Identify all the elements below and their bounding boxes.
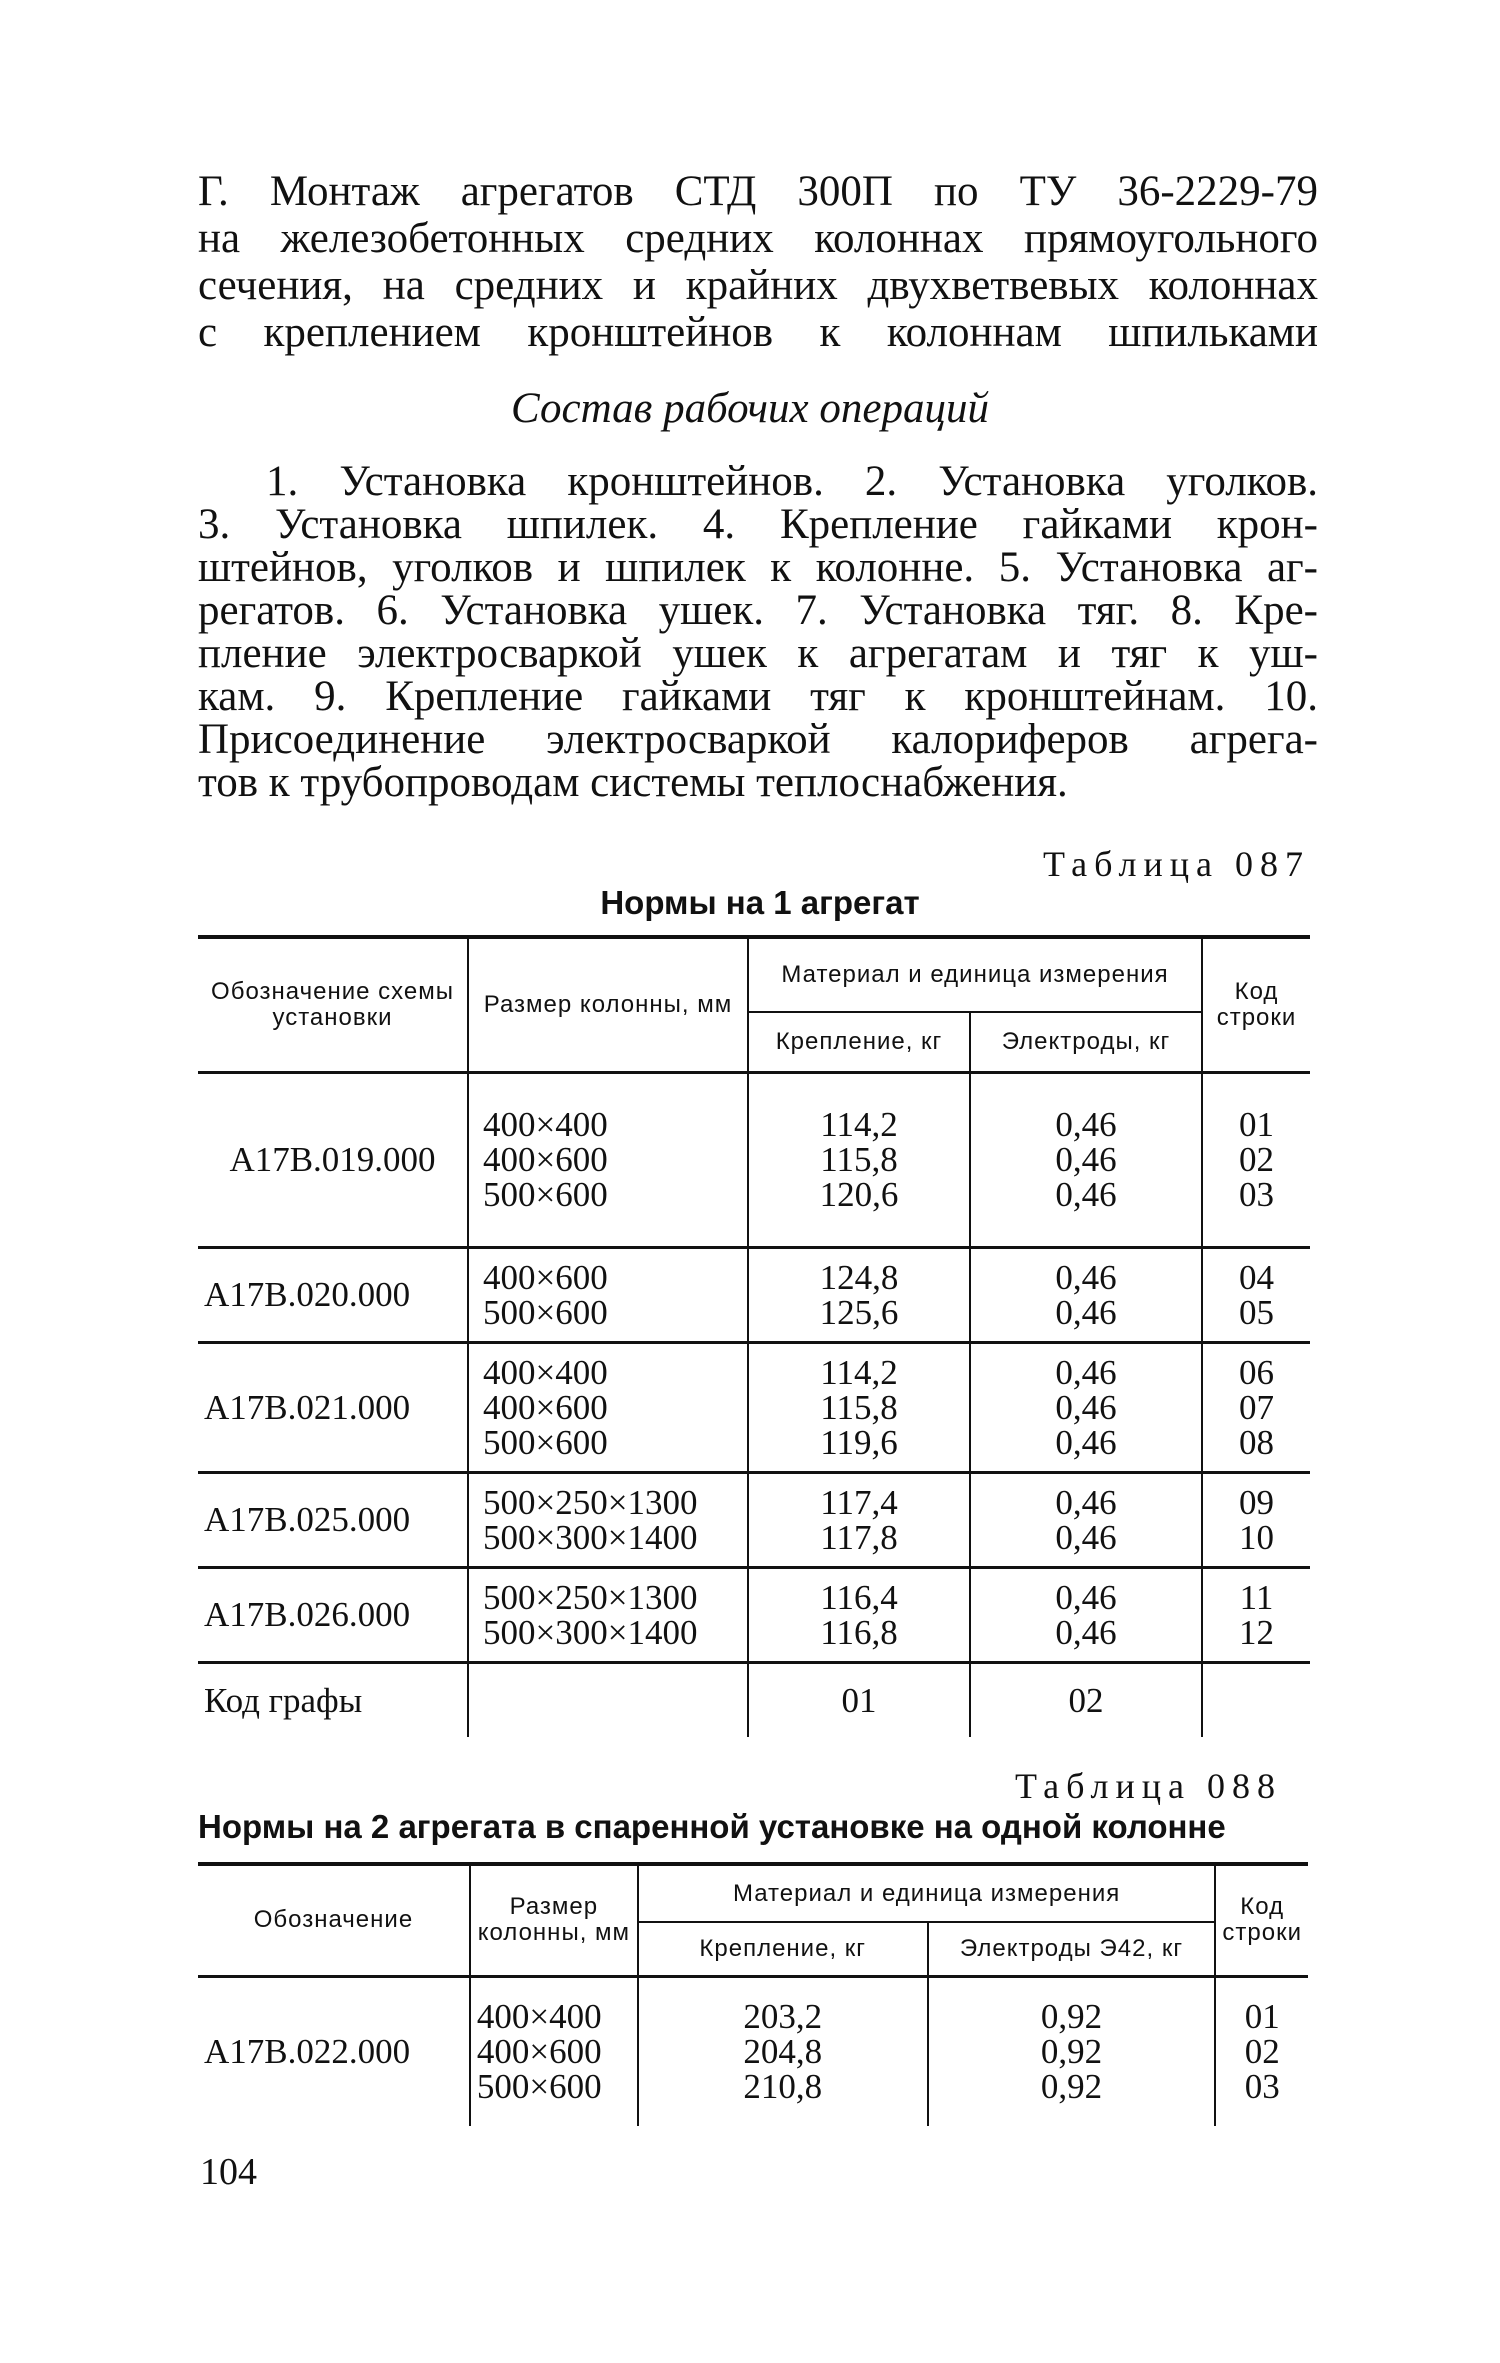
column-code-label: Код графы: [198, 1662, 468, 1737]
size-value: 400×600: [476, 2032, 602, 2072]
header-electrodes: Электроды Э42, кг: [928, 1922, 1216, 1976]
row-designation: А17В.026.000: [198, 1567, 468, 1662]
size-value: 400×600: [483, 1387, 608, 1427]
row-electrodes: [970, 1342, 1202, 1472]
operations-line: пление электросваркой ушек к агрегатам и тяг к уш-: [198, 630, 1318, 677]
size-value: 400×400: [483, 1105, 608, 1144]
column-code-2: 02: [970, 1662, 1202, 1737]
table-row: [198, 1472, 1310, 1567]
header-designation: Обозначение: [198, 1864, 470, 1976]
size-value: 500×600: [483, 1292, 608, 1332]
row-sizes: [468, 1072, 748, 1247]
code-value: 01: [1239, 1105, 1274, 1144]
row-sizes: [468, 1342, 748, 1472]
code-value: 03: [1244, 2067, 1280, 2107]
size-value: 400×600: [483, 1140, 608, 1179]
operations-line: тов к трубопроводам системы теплоснабжения.: [198, 759, 1068, 806]
size-value: 500×250×1300: [483, 1482, 698, 1522]
header-material: Материал и единица измерения: [638, 1864, 1216, 1922]
fastening-value: 116,4: [820, 1577, 898, 1617]
size-value: 500×600: [483, 1422, 608, 1462]
size-value: 500×600: [483, 1175, 608, 1214]
column-code-empty: [1202, 1662, 1310, 1737]
electrodes-value: 0,46: [1055, 1577, 1117, 1617]
operations-line: 3. Установка шпилек. 4. Крепление гайками крон-: [198, 501, 1318, 548]
size-value: 400×600: [483, 1257, 608, 1297]
row-codes: [1202, 1472, 1310, 1567]
row-sizes: [468, 1567, 748, 1662]
row-fastening: [748, 1342, 970, 1472]
row-designation: А17В.019.000: [198, 1072, 468, 1247]
code-value: 08: [1239, 1422, 1274, 1462]
row-electrodes: [970, 1567, 1202, 1662]
row-codes: [1202, 1072, 1310, 1247]
fastening-value: 117,4: [820, 1482, 898, 1522]
electrodes-value: 0,46: [1055, 1257, 1117, 1297]
column-code-row: [198, 1662, 1310, 1737]
electrodes-value: 0,46: [1055, 1482, 1117, 1522]
column-code-empty: [468, 1662, 748, 1737]
heading-line: с креплением кронштейнов к колоннам шпильками: [198, 309, 1318, 356]
fastening-value: 204,8: [743, 2032, 823, 2072]
electrodes-value: 0,46: [1055, 1422, 1117, 1462]
table-087: [198, 935, 1310, 1737]
row-designation: А17В.020.000: [198, 1247, 468, 1342]
code-value: 01: [1244, 1997, 1280, 2037]
electrodes-value: 0,46: [1055, 1612, 1117, 1652]
table-087-label: Таблица 087: [1043, 844, 1310, 884]
heading-line: сечения, на средних и крайних двухветвевых колоннах: [198, 262, 1318, 309]
code-value: 05: [1239, 1292, 1274, 1332]
fastening-value: 124,8: [819, 1257, 899, 1297]
header-code: Код строки: [1202, 937, 1310, 1072]
row-sizes: [468, 1247, 748, 1342]
code-value: 06: [1239, 1352, 1274, 1392]
row-codes: [1202, 1342, 1310, 1472]
code-value: 02: [1244, 2032, 1280, 2072]
heading-line: Г. Монтаж агрегатов СТД 300П по ТУ 36-2229-79: [198, 168, 1318, 215]
code-value: 03: [1239, 1175, 1274, 1214]
row-fastening: [638, 1976, 928, 2126]
header-column-size: Размер колонны, мм: [468, 937, 748, 1072]
electrodes-value: 0,46: [1055, 1387, 1117, 1427]
electrodes-value: 0,46: [1055, 1352, 1117, 1392]
row-electrodes: [970, 1247, 1202, 1342]
row-fastening: [748, 1472, 970, 1567]
size-value: 500×250×1300: [483, 1577, 698, 1617]
table-088-title: Нормы на 2 агрегата в спаренной установке на одной колонне: [198, 1808, 1226, 1845]
row-electrodes: [970, 1072, 1202, 1247]
electrodes-value: 0,46: [1055, 1105, 1117, 1144]
row-fastening: [748, 1072, 970, 1247]
electrodes-value: 0,46: [1055, 1517, 1117, 1557]
fastening-value: 114,2: [820, 1105, 898, 1144]
header-column-size: Размер колонны, мм: [470, 1864, 638, 1976]
operations-line: 1. Установка кронштейнов. 2. Установка уголков.: [266, 458, 1318, 505]
operations-line: штейнов, уголков и шпилек к колонне. 5. Установка аг-: [198, 544, 1318, 591]
header-fastening: Крепление, кг: [638, 1922, 928, 1976]
row-codes: [1202, 1247, 1310, 1342]
fastening-value: 115,8: [820, 1387, 898, 1427]
row-sizes: [470, 1976, 638, 2126]
row-fastening: [748, 1567, 970, 1662]
header-designation: Обозначение схемы установки: [198, 937, 468, 1072]
heading-line: на железобетонных средних колоннах прямоугольного: [198, 215, 1318, 262]
table-row: [198, 1567, 1310, 1662]
code-value: 04: [1239, 1257, 1274, 1297]
row-fastening: [748, 1247, 970, 1342]
size-value: 500×600: [476, 2067, 602, 2107]
code-value: 11: [1239, 1577, 1274, 1617]
code-value: 02: [1239, 1140, 1274, 1179]
table-088-label: Таблица 088: [1015, 1766, 1282, 1806]
electrodes-value: 0,46: [1055, 1292, 1117, 1332]
column-code-1: 01: [748, 1662, 970, 1737]
operations-line: Присоединение электросваркой калориферов агрега-: [198, 716, 1318, 763]
table-row: [198, 1247, 1310, 1342]
fastening-value: 119,6: [820, 1422, 898, 1462]
size-value: 500×300×1400: [483, 1612, 698, 1652]
fastening-value: 116,8: [820, 1612, 898, 1652]
row-designation: А17В.025.000: [198, 1472, 468, 1567]
header-fastening: Крепление, кг: [748, 1012, 970, 1072]
row-designation: А17В.022.000: [198, 1976, 470, 2126]
code-value: 09: [1239, 1482, 1274, 1522]
row-electrodes: [928, 1976, 1216, 2126]
table-row: [198, 1072, 1310, 1247]
operations-subheading: Состав рабочих операций: [511, 385, 989, 432]
table-row: [198, 1976, 1308, 2126]
operations-paragraph: [198, 460, 1318, 804]
electrodes-value: 0,92: [1040, 1997, 1103, 2037]
electrodes-value: 0,46: [1055, 1140, 1117, 1179]
row-codes: [1215, 1976, 1308, 2126]
size-value: 400×400: [476, 1997, 602, 2037]
section-heading: [198, 168, 1318, 356]
code-value: 12: [1239, 1612, 1274, 1652]
electrodes-value: 0,92: [1040, 2032, 1103, 2072]
fastening-value: 120,6: [819, 1175, 899, 1214]
fastening-value: 210,8: [743, 2067, 823, 2107]
electrodes-value: 0,92: [1040, 2067, 1103, 2107]
size-value: 400×400: [483, 1352, 608, 1392]
table-row: [198, 1342, 1310, 1472]
electrodes-value: 0,46: [1055, 1175, 1117, 1214]
header-electrodes: Электроды, кг: [970, 1012, 1202, 1072]
code-value: 10: [1239, 1517, 1274, 1557]
table-088: [198, 1862, 1308, 2126]
operations-line: кам. 9. Крепление гайками тяг к кронштейнам. 10.: [198, 673, 1318, 720]
fastening-value: 117,8: [820, 1517, 898, 1557]
row-designation: А17В.021.000: [198, 1342, 468, 1472]
fastening-value: 125,6: [819, 1292, 899, 1332]
code-value: 07: [1239, 1387, 1274, 1427]
header-material: Материал и единица измерения: [748, 937, 1202, 1012]
size-value: 500×300×1400: [483, 1517, 698, 1557]
row-sizes: [468, 1472, 748, 1567]
fastening-value: 114,2: [820, 1352, 898, 1392]
row-codes: [1202, 1567, 1310, 1662]
header-code: Код строки: [1215, 1864, 1308, 1976]
fastening-value: 115,8: [820, 1140, 898, 1179]
row-electrodes: [970, 1472, 1202, 1567]
operations-line: регатов. 6. Установка ушек. 7. Установка тяг. 8. Кре-: [198, 587, 1318, 634]
page-number: 104: [200, 2151, 257, 2193]
fastening-value: 203,2: [743, 1997, 823, 2037]
table-087-title: Нормы на 1 агрегат: [600, 884, 920, 921]
